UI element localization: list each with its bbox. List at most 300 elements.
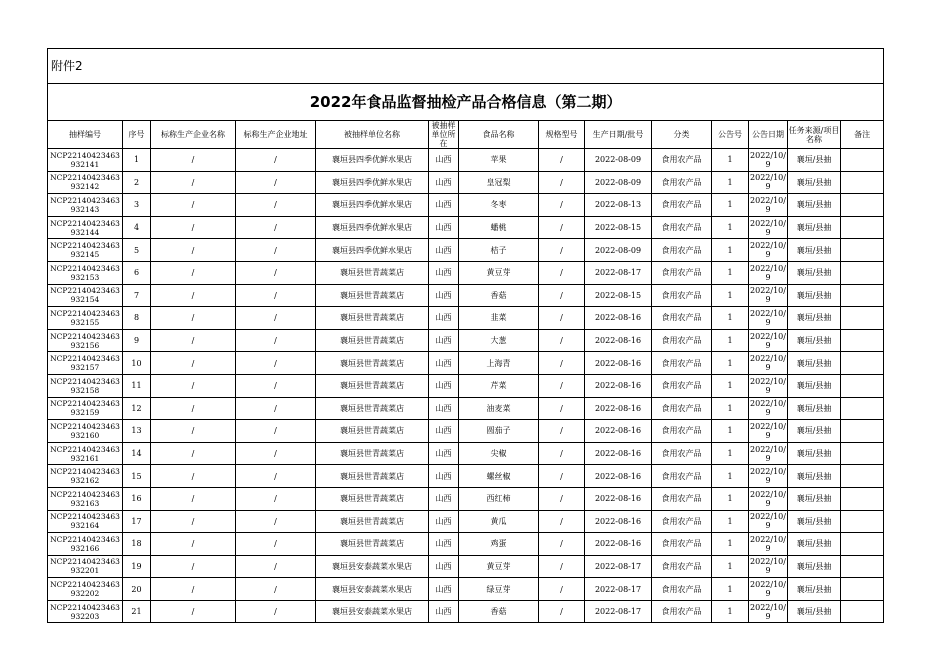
- col-header: 任务来源/项目名称: [788, 121, 841, 149]
- page-title: 2022年食品监督抽检产品合格信息（第二期）: [48, 84, 884, 121]
- notice-date-cell: 2022/10/9: [749, 307, 788, 330]
- manufacturer-address-cell: /: [236, 510, 316, 533]
- seq-cell: 10: [123, 352, 151, 375]
- table-row: [48, 171, 884, 194]
- manufacturer-address-cell: /: [236, 442, 316, 465]
- remark-cell: [841, 194, 884, 217]
- remark-cell: [841, 487, 884, 510]
- remark-cell: [841, 555, 884, 578]
- notice-no-cell: 1: [712, 420, 749, 443]
- food-name-cell: 芹菜: [459, 374, 539, 397]
- manufacturer-cell: /: [151, 578, 236, 601]
- manufacturer-address-cell: /: [236, 600, 316, 623]
- spec-cell: /: [539, 307, 585, 330]
- food-name-cell: 尖椒: [459, 442, 539, 465]
- notice-date-cell: 2022/10/9: [749, 239, 788, 262]
- col-header: 食品名称: [459, 121, 539, 149]
- table-row: [48, 420, 884, 443]
- food-name-cell: 大葱: [459, 329, 539, 352]
- sampled-unit-cell: 襄垣县世青蔬菜店: [316, 510, 429, 533]
- category-cell: 食用农产品: [652, 216, 712, 239]
- task-source-cell: 襄垣/县抽: [788, 284, 841, 307]
- notice-no-cell: 1: [712, 397, 749, 420]
- sample-code-cell: NCP22140423463932154: [48, 284, 123, 307]
- sampled-unit-cell: 襄垣县世青蔬菜店: [316, 329, 429, 352]
- col-header: 标称生产企业地址: [236, 121, 316, 149]
- manufacturer-cell: /: [151, 216, 236, 239]
- manufacturer-address-cell: /: [236, 352, 316, 375]
- task-source-cell: 襄垣/县抽: [788, 487, 841, 510]
- province-cell: 山西: [429, 194, 459, 217]
- table-row: [48, 261, 884, 284]
- notice-date-cell: 2022/10/9: [749, 600, 788, 623]
- production-date-cell: 2022-08-17: [585, 578, 652, 601]
- manufacturer-cell: /: [151, 261, 236, 284]
- table-row: [48, 239, 884, 262]
- category-cell: 食用农产品: [652, 239, 712, 262]
- task-source-cell: 襄垣/县抽: [788, 420, 841, 443]
- sampled-unit-cell: 襄垣县四季优鲜水果店: [316, 171, 429, 194]
- category-cell: 食用农产品: [652, 442, 712, 465]
- task-source-cell: 襄垣/县抽: [788, 216, 841, 239]
- notice-no-cell: 1: [712, 442, 749, 465]
- spec-cell: /: [539, 171, 585, 194]
- task-source-cell: 襄垣/县抽: [788, 352, 841, 375]
- task-source-cell: 襄垣/县抽: [788, 239, 841, 262]
- table-row: [48, 510, 884, 533]
- table-row: [48, 487, 884, 510]
- food-name-cell: 绿豆芽: [459, 578, 539, 601]
- sample-code-cell: NCP22140423463932156: [48, 329, 123, 352]
- notice-date-cell: 2022/10/9: [749, 510, 788, 533]
- task-source-cell: 襄垣/县抽: [788, 374, 841, 397]
- notice-no-cell: 1: [712, 533, 749, 556]
- manufacturer-cell: /: [151, 510, 236, 533]
- manufacturer-address-cell: /: [236, 261, 316, 284]
- food-name-cell: 西红柿: [459, 487, 539, 510]
- sampled-unit-cell: 襄垣县安泰蔬菜水果店: [316, 578, 429, 601]
- category-cell: 食用农产品: [652, 329, 712, 352]
- task-source-cell: 襄垣/县抽: [788, 397, 841, 420]
- sample-code-cell: NCP22140423463932202: [48, 578, 123, 601]
- spec-cell: /: [539, 261, 585, 284]
- spec-cell: /: [539, 533, 585, 556]
- table-row: [48, 555, 884, 578]
- food-name-cell: 冬枣: [459, 194, 539, 217]
- sampled-unit-cell: 襄垣县安泰蔬菜水果店: [316, 555, 429, 578]
- seq-cell: 4: [123, 216, 151, 239]
- food-name-cell: 上海青: [459, 352, 539, 375]
- province-cell: 山西: [429, 510, 459, 533]
- spec-cell: /: [539, 149, 585, 172]
- spec-cell: /: [539, 194, 585, 217]
- col-header: 备注: [841, 121, 884, 149]
- manufacturer-address-cell: /: [236, 578, 316, 601]
- sample-code-cell: NCP22140423463932160: [48, 420, 123, 443]
- remark-cell: [841, 216, 884, 239]
- notice-date-cell: 2022/10/9: [749, 465, 788, 488]
- remark-cell: [841, 442, 884, 465]
- seq-cell: 7: [123, 284, 151, 307]
- remark-cell: [841, 352, 884, 375]
- category-cell: 食用农产品: [652, 171, 712, 194]
- manufacturer-cell: /: [151, 149, 236, 172]
- spec-cell: /: [539, 374, 585, 397]
- task-source-cell: 襄垣/县抽: [788, 442, 841, 465]
- seq-cell: 17: [123, 510, 151, 533]
- table-row: [48, 442, 884, 465]
- manufacturer-address-cell: /: [236, 216, 316, 239]
- remark-cell: [841, 397, 884, 420]
- manufacturer-cell: /: [151, 442, 236, 465]
- table-row: [48, 578, 884, 601]
- notice-no-cell: 1: [712, 307, 749, 330]
- sampled-unit-cell: 襄垣县世青蔬菜店: [316, 420, 429, 443]
- category-cell: 食用农产品: [652, 194, 712, 217]
- seq-cell: 1: [123, 149, 151, 172]
- notice-date-cell: 2022/10/9: [749, 261, 788, 284]
- manufacturer-address-cell: /: [236, 533, 316, 556]
- notice-no-cell: 1: [712, 149, 749, 172]
- sampled-unit-cell: 襄垣县世青蔬菜店: [316, 284, 429, 307]
- province-cell: 山西: [429, 352, 459, 375]
- manufacturer-cell: /: [151, 307, 236, 330]
- task-source-cell: 襄垣/县抽: [788, 510, 841, 533]
- spec-cell: /: [539, 284, 585, 307]
- notice-date-cell: 2022/10/9: [749, 352, 788, 375]
- col-header: 被抽样单位名称: [316, 121, 429, 149]
- spec-cell: /: [539, 397, 585, 420]
- manufacturer-cell: /: [151, 533, 236, 556]
- remark-cell: [841, 510, 884, 533]
- task-source-cell: 襄垣/县抽: [788, 465, 841, 488]
- notice-date-cell: 2022/10/9: [749, 329, 788, 352]
- production-date-cell: 2022-08-15: [585, 284, 652, 307]
- sampled-unit-cell: 襄垣县四季优鲜水果店: [316, 216, 429, 239]
- task-source-cell: 襄垣/县抽: [788, 149, 841, 172]
- manufacturer-address-cell: /: [236, 487, 316, 510]
- production-date-cell: 2022-08-16: [585, 307, 652, 330]
- production-date-cell: 2022-08-17: [585, 261, 652, 284]
- province-cell: 山西: [429, 442, 459, 465]
- sampled-unit-cell: 襄垣县世青蔬菜店: [316, 465, 429, 488]
- manufacturer-address-cell: /: [236, 555, 316, 578]
- province-cell: 山西: [429, 307, 459, 330]
- sample-code-cell: NCP22140423463932141: [48, 149, 123, 172]
- sampled-unit-cell: 襄垣县四季优鲜水果店: [316, 239, 429, 262]
- manufacturer-address-cell: /: [236, 284, 316, 307]
- notice-date-cell: 2022/10/9: [749, 194, 788, 217]
- category-cell: 食用农产品: [652, 397, 712, 420]
- seq-cell: 15: [123, 465, 151, 488]
- seq-cell: 14: [123, 442, 151, 465]
- sample-code-cell: NCP22140423463932144: [48, 216, 123, 239]
- food-name-cell: 黄豆芽: [459, 555, 539, 578]
- sampled-unit-cell: 襄垣县世青蔬菜店: [316, 442, 429, 465]
- category-cell: 食用农产品: [652, 533, 712, 556]
- notice-date-cell: 2022/10/9: [749, 442, 788, 465]
- province-cell: 山西: [429, 600, 459, 623]
- sampled-unit-cell: 襄垣县安泰蔬菜水果店: [316, 600, 429, 623]
- production-date-cell: 2022-08-17: [585, 555, 652, 578]
- notice-no-cell: 1: [712, 578, 749, 601]
- notice-no-cell: 1: [712, 194, 749, 217]
- food-name-cell: 油麦菜: [459, 397, 539, 420]
- remark-cell: [841, 284, 884, 307]
- task-source-cell: 襄垣/县抽: [788, 261, 841, 284]
- remark-cell: [841, 374, 884, 397]
- seq-cell: 8: [123, 307, 151, 330]
- production-date-cell: 2022-08-09: [585, 171, 652, 194]
- table-row: [48, 307, 884, 330]
- notice-no-cell: 1: [712, 239, 749, 262]
- sample-code-cell: NCP22140423463932143: [48, 194, 123, 217]
- spec-cell: /: [539, 510, 585, 533]
- category-cell: 食用农产品: [652, 600, 712, 623]
- category-cell: 食用农产品: [652, 420, 712, 443]
- production-date-cell: 2022-08-13: [585, 194, 652, 217]
- manufacturer-cell: /: [151, 239, 236, 262]
- notice-date-cell: 2022/10/9: [749, 397, 788, 420]
- manufacturer-cell: /: [151, 329, 236, 352]
- spec-cell: /: [539, 420, 585, 443]
- province-cell: 山西: [429, 329, 459, 352]
- seq-cell: 16: [123, 487, 151, 510]
- category-cell: 食用农产品: [652, 261, 712, 284]
- manufacturer-address-cell: /: [236, 149, 316, 172]
- production-date-cell: 2022-08-16: [585, 374, 652, 397]
- table-row: [48, 149, 884, 172]
- category-cell: 食用农产品: [652, 555, 712, 578]
- manufacturer-cell: /: [151, 284, 236, 307]
- notice-date-cell: 2022/10/9: [749, 149, 788, 172]
- remark-cell: [841, 578, 884, 601]
- category-cell: 食用农产品: [652, 465, 712, 488]
- table-row: [48, 600, 884, 623]
- province-cell: 山西: [429, 284, 459, 307]
- production-date-cell: 2022-08-09: [585, 239, 652, 262]
- remark-cell: [841, 261, 884, 284]
- spec-cell: /: [539, 239, 585, 262]
- spec-cell: /: [539, 555, 585, 578]
- manufacturer-address-cell: /: [236, 239, 316, 262]
- category-cell: 食用农产品: [652, 510, 712, 533]
- table-row: [48, 352, 884, 375]
- spec-cell: /: [539, 352, 585, 375]
- notice-date-cell: 2022/10/9: [749, 533, 788, 556]
- spec-cell: /: [539, 216, 585, 239]
- results-table: [47, 48, 884, 623]
- sample-code-cell: NCP22140423463932142: [48, 171, 123, 194]
- sampled-unit-cell: 襄垣县四季优鲜水果店: [316, 149, 429, 172]
- province-cell: 山西: [429, 487, 459, 510]
- category-cell: 食用农产品: [652, 307, 712, 330]
- manufacturer-cell: /: [151, 555, 236, 578]
- seq-cell: 3: [123, 194, 151, 217]
- sampled-unit-cell: 襄垣县四季优鲜水果店: [316, 194, 429, 217]
- manufacturer-address-cell: /: [236, 374, 316, 397]
- province-cell: 山西: [429, 374, 459, 397]
- sampled-unit-cell: 襄垣县世青蔬菜店: [316, 397, 429, 420]
- manufacturer-cell: /: [151, 171, 236, 194]
- spec-cell: /: [539, 442, 585, 465]
- food-name-cell: 鸡蛋: [459, 533, 539, 556]
- sampled-unit-cell: 襄垣县世青蔬菜店: [316, 533, 429, 556]
- seq-cell: 9: [123, 329, 151, 352]
- table-row: [48, 216, 884, 239]
- manufacturer-cell: /: [151, 374, 236, 397]
- production-date-cell: 2022-08-16: [585, 329, 652, 352]
- food-name-cell: 桔子: [459, 239, 539, 262]
- category-cell: 食用农产品: [652, 487, 712, 510]
- seq-cell: 21: [123, 600, 151, 623]
- col-header: 公告日期: [749, 121, 788, 149]
- task-source-cell: 襄垣/县抽: [788, 329, 841, 352]
- spreadsheet-page: [47, 48, 883, 623]
- production-date-cell: 2022-08-16: [585, 397, 652, 420]
- production-date-cell: 2022-08-16: [585, 533, 652, 556]
- manufacturer-address-cell: /: [236, 465, 316, 488]
- notice-date-cell: 2022/10/9: [749, 374, 788, 397]
- col-header: 公告号: [712, 121, 749, 149]
- task-source-cell: 襄垣/县抽: [788, 307, 841, 330]
- province-cell: 山西: [429, 171, 459, 194]
- annex-label: 附件2: [48, 49, 884, 84]
- task-source-cell: 襄垣/县抽: [788, 600, 841, 623]
- food-name-cell: 韭菜: [459, 307, 539, 330]
- seq-cell: 12: [123, 397, 151, 420]
- remark-cell: [841, 600, 884, 623]
- food-name-cell: 黄瓜: [459, 510, 539, 533]
- sampled-unit-cell: 襄垣县世青蔬菜店: [316, 261, 429, 284]
- col-header: 被抽样单位所在: [429, 121, 459, 149]
- province-cell: 山西: [429, 465, 459, 488]
- notice-no-cell: 1: [712, 510, 749, 533]
- production-date-cell: 2022-08-15: [585, 216, 652, 239]
- province-cell: 山西: [429, 149, 459, 172]
- notice-no-cell: 1: [712, 284, 749, 307]
- food-name-cell: 圆茄子: [459, 420, 539, 443]
- sample-code-cell: NCP22140423463932155: [48, 307, 123, 330]
- col-header: 标称生产企业名称: [151, 121, 236, 149]
- sample-code-cell: NCP22140423463932162: [48, 465, 123, 488]
- notice-date-cell: 2022/10/9: [749, 578, 788, 601]
- sample-code-cell: NCP22140423463932145: [48, 239, 123, 262]
- manufacturer-address-cell: /: [236, 397, 316, 420]
- notice-date-cell: 2022/10/9: [749, 420, 788, 443]
- table-row: [48, 194, 884, 217]
- notice-no-cell: 1: [712, 329, 749, 352]
- spec-cell: /: [539, 578, 585, 601]
- production-date-cell: 2022-08-16: [585, 442, 652, 465]
- food-name-cell: 皇冠梨: [459, 171, 539, 194]
- notice-no-cell: 1: [712, 555, 749, 578]
- seq-cell: 13: [123, 420, 151, 443]
- col-header: 分类: [652, 121, 712, 149]
- spec-cell: /: [539, 600, 585, 623]
- manufacturer-cell: /: [151, 420, 236, 443]
- seq-cell: 11: [123, 374, 151, 397]
- notice-date-cell: 2022/10/9: [749, 284, 788, 307]
- manufacturer-cell: /: [151, 352, 236, 375]
- spec-cell: /: [539, 487, 585, 510]
- sample-code-cell: NCP22140423463932164: [48, 510, 123, 533]
- spec-cell: /: [539, 329, 585, 352]
- province-cell: 山西: [429, 578, 459, 601]
- manufacturer-address-cell: /: [236, 307, 316, 330]
- manufacturer-address-cell: /: [236, 420, 316, 443]
- manufacturer-cell: /: [151, 487, 236, 510]
- notice-date-cell: 2022/10/9: [749, 171, 788, 194]
- province-cell: 山西: [429, 216, 459, 239]
- production-date-cell: 2022-08-16: [585, 352, 652, 375]
- food-name-cell: 苹果: [459, 149, 539, 172]
- notice-no-cell: 1: [712, 352, 749, 375]
- col-header: 生产日期/批号: [585, 121, 652, 149]
- remark-cell: [841, 329, 884, 352]
- category-cell: 食用农产品: [652, 374, 712, 397]
- remark-cell: [841, 149, 884, 172]
- task-source-cell: 襄垣/县抽: [788, 194, 841, 217]
- sample-code-cell: NCP22140423463932166: [48, 533, 123, 556]
- category-cell: 食用农产品: [652, 149, 712, 172]
- manufacturer-cell: /: [151, 465, 236, 488]
- seq-cell: 19: [123, 555, 151, 578]
- notice-no-cell: 1: [712, 216, 749, 239]
- table-row: [48, 329, 884, 352]
- notice-date-cell: 2022/10/9: [749, 216, 788, 239]
- seq-cell: 5: [123, 239, 151, 262]
- remark-cell: [841, 239, 884, 262]
- sampled-unit-cell: 襄垣县世青蔬菜店: [316, 487, 429, 510]
- manufacturer-cell: /: [151, 600, 236, 623]
- manufacturer-cell: /: [151, 194, 236, 217]
- manufacturer-cell: /: [151, 397, 236, 420]
- manufacturer-address-cell: /: [236, 329, 316, 352]
- manufacturer-address-cell: /: [236, 171, 316, 194]
- sampled-unit-cell: 襄垣县世青蔬菜店: [316, 374, 429, 397]
- notice-no-cell: 1: [712, 171, 749, 194]
- category-cell: 食用农产品: [652, 284, 712, 307]
- notice-no-cell: 1: [712, 465, 749, 488]
- food-name-cell: 黄豆芽: [459, 261, 539, 284]
- production-date-cell: 2022-08-09: [585, 149, 652, 172]
- seq-cell: 6: [123, 261, 151, 284]
- sample-code-cell: NCP22140423463932159: [48, 397, 123, 420]
- notice-no-cell: 1: [712, 374, 749, 397]
- table-row: [48, 397, 884, 420]
- spec-cell: /: [539, 465, 585, 488]
- task-source-cell: 襄垣/县抽: [788, 555, 841, 578]
- remark-cell: [841, 420, 884, 443]
- province-cell: 山西: [429, 420, 459, 443]
- remark-cell: [841, 465, 884, 488]
- remark-cell: [841, 533, 884, 556]
- production-date-cell: 2022-08-17: [585, 600, 652, 623]
- production-date-cell: 2022-08-16: [585, 487, 652, 510]
- table-row: [48, 374, 884, 397]
- province-cell: 山西: [429, 261, 459, 284]
- seq-cell: 18: [123, 533, 151, 556]
- category-cell: 食用农产品: [652, 352, 712, 375]
- table-row: [48, 284, 884, 307]
- task-source-cell: 襄垣/县抽: [788, 578, 841, 601]
- sample-code-cell: NCP22140423463932201: [48, 555, 123, 578]
- table-row: [48, 465, 884, 488]
- remark-cell: [841, 307, 884, 330]
- production-date-cell: 2022-08-16: [585, 510, 652, 533]
- category-cell: 食用农产品: [652, 578, 712, 601]
